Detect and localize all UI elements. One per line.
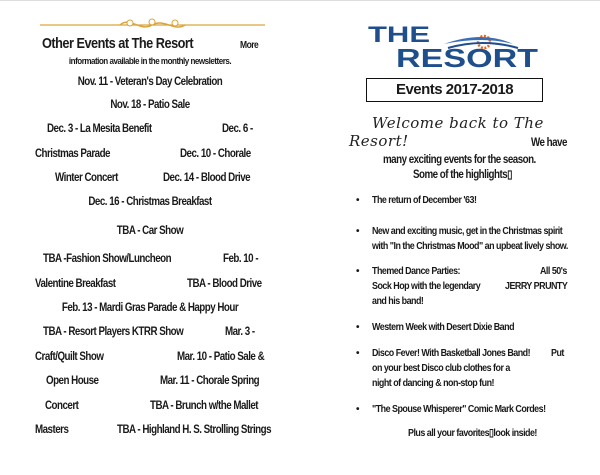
highlight-item: Sock Hop with the legendary xyxy=(372,280,481,292)
event-line: Feb. 13 - Mardi Gras Parade & Happy Hour xyxy=(61,302,239,314)
resort-logo xyxy=(368,22,548,70)
event-line: TBA - Resort Players KTRR Show xyxy=(43,326,184,338)
event-line: Winter Concert xyxy=(55,172,118,184)
highlight-item: with "In the Christmas Mood" an upbeat lively show. xyxy=(372,240,568,252)
event-line: Dec. 6 - xyxy=(222,123,253,135)
event-line: Open House xyxy=(46,375,99,387)
highlight-item: "The Spouse Whisperer" Comic Mark Cordes! xyxy=(372,403,546,415)
event-line: Concert xyxy=(45,400,79,412)
event-line: Dec. 3 - La Mesita Benefit xyxy=(47,123,152,135)
more-text: More xyxy=(240,40,259,51)
highlight-item: All 50's xyxy=(540,265,567,277)
event-line: Valentine Breakfast xyxy=(35,278,116,290)
welcome-line: Resort! xyxy=(349,132,409,150)
intro-text: Some of the highlights▯ xyxy=(413,169,512,181)
event-line: TBA -Fashion Show/Luncheon xyxy=(43,253,172,265)
event-line: Dec. 16 - Christmas Breakfast xyxy=(88,196,212,208)
events-title: Events 2017-2018 xyxy=(395,81,514,98)
highlight-item: and his band! xyxy=(372,295,424,307)
event-line: Nov. 11 - Veteran's Day Celebration xyxy=(77,76,223,88)
bullet-icon: • xyxy=(356,195,360,206)
highlight-item: on your best Disco club clothes for a xyxy=(372,362,510,374)
event-line: Mar. 10 - Patio Sale & xyxy=(177,351,265,363)
event-line: TBA - Brunch w/the Mallet xyxy=(150,400,259,412)
info-text: information available in the monthly newsletters. xyxy=(68,56,232,67)
ornament-divider xyxy=(40,18,265,32)
welcome-line: Welcome back to The xyxy=(372,114,544,132)
svg-text:THE: THE xyxy=(368,22,430,47)
highlight-item: Disco Fever! With Basketball Jones Band! xyxy=(372,347,531,359)
event-line: Christmas Parade xyxy=(35,148,110,160)
event-line: Mar. 3 - xyxy=(225,326,255,338)
event-line: TBA - Blood Drive xyxy=(187,278,262,290)
bullet-icon: • xyxy=(356,322,360,333)
closing-text: Plus all your favorites▯look inside! xyxy=(408,427,537,439)
highlight-item: Put xyxy=(551,347,564,359)
highlight-item: New and exciting music, get in the Christmas spirit xyxy=(372,225,563,237)
highlight-item: Themed Dance Parties: xyxy=(372,265,461,277)
event-line: Craft/Quilt Show xyxy=(35,351,104,363)
left-heading: Other Events at The Resort xyxy=(42,35,194,52)
bullet-icon: • xyxy=(356,226,360,237)
event-line: Feb. 10 - xyxy=(223,253,259,265)
highlight-item: Western Week with Desert Dixie Band xyxy=(372,321,515,333)
intro-text: many exciting events for the season. xyxy=(383,154,536,166)
highlight-item: The return of December '63! xyxy=(372,194,477,206)
event-line: Dec. 14 - Blood Drive xyxy=(163,172,251,184)
events-title-box xyxy=(366,78,543,102)
highlight-item: night of dancing & non-stop fun! xyxy=(372,377,494,389)
highlight-item: JERRY PRUNTY xyxy=(505,280,568,292)
event-line: TBA - Highland H. S. Strolling Strings xyxy=(117,424,272,436)
event-line: Dec. 10 - Chorale xyxy=(180,148,251,160)
event-line: TBA - Car Show xyxy=(116,225,184,237)
event-line: Mar. 11 - Chorale Spring xyxy=(160,375,260,387)
svg-text:RESORT: RESORT xyxy=(396,43,539,70)
bullet-icon: • xyxy=(356,348,360,359)
bullet-icon: • xyxy=(356,266,360,277)
bullet-icon: • xyxy=(356,404,360,415)
event-line: Nov. 18 - Patio Sale xyxy=(110,99,190,111)
intro-text: We have xyxy=(531,137,567,149)
top-border xyxy=(0,0,600,1)
event-line: Masters xyxy=(35,424,69,436)
